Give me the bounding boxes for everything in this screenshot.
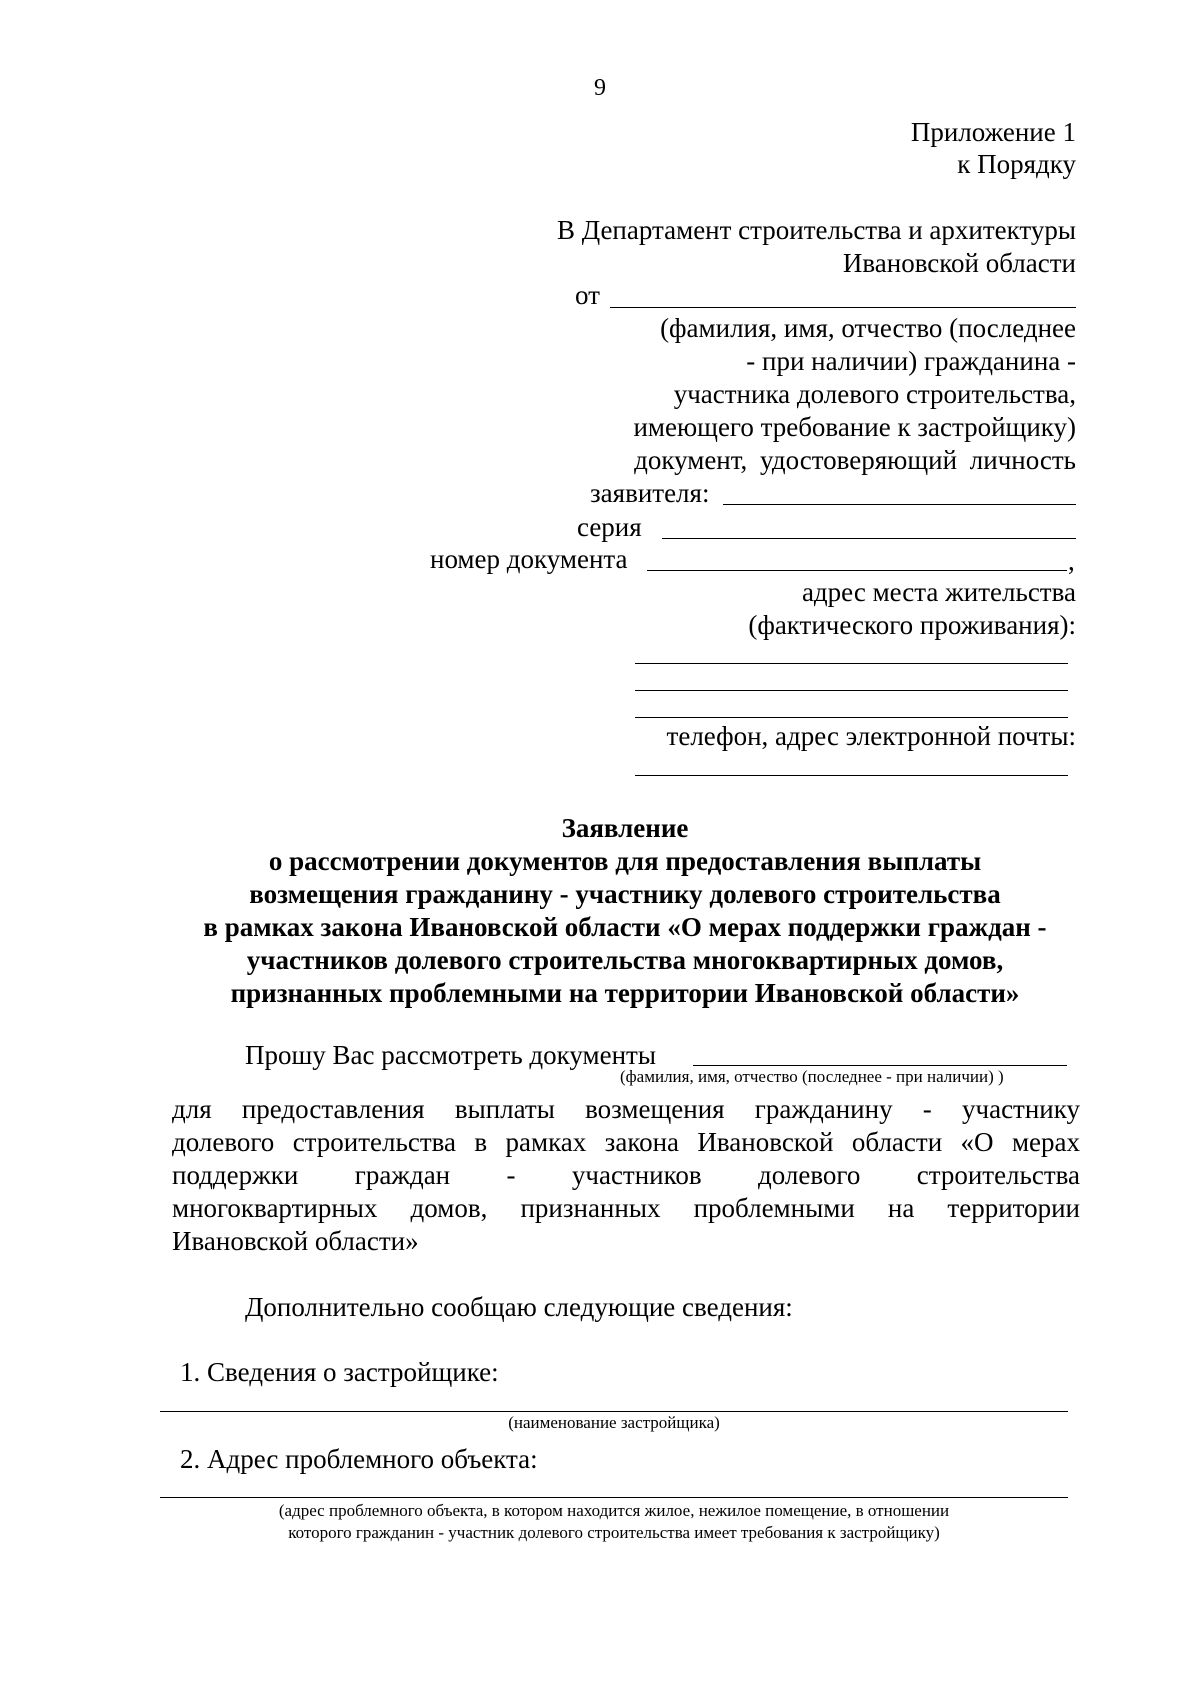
request-name-line[interactable]	[693, 1065, 1067, 1066]
document-title: Заявление	[561, 813, 689, 843]
name-hint-1: (фамилия, имя, отчество (последнее	[660, 313, 1076, 343]
name-hint-2: - при наличии) гражданина -	[746, 346, 1076, 376]
from-label: от	[575, 280, 600, 310]
problem-object-hint-2: которого гражданин - участник долевого строительства имеет требования к застройщику)	[288, 1523, 940, 1542]
page-number: 9	[594, 75, 606, 101]
request-text: Прошу Вас рассмотреть документы	[245, 1040, 656, 1070]
request-name-hint: (фамилия, имя, отчество (последнее - при наличии) )	[620, 1067, 1004, 1086]
paragraph-line-1: для предоставления выплаты возмещения гражданину - участнику	[172, 1094, 1080, 1124]
paragraph-line-2: долевого строительства в рамках закона Ивановской области «О мерах	[172, 1127, 1080, 1157]
paragraph-line-5: Ивановской области»	[172, 1226, 419, 1256]
address-label-1: адрес места жительства	[801, 577, 1076, 607]
applicant-doc-line[interactable]	[723, 504, 1076, 505]
title-line-2: о рассмотрении документов для предоставления выплаты	[268, 846, 982, 876]
number-comma: ,	[1068, 546, 1075, 576]
applicant-label: заявителя:	[590, 478, 710, 508]
title-line-3: возмещения гражданину - участнику долевого строительства	[249, 879, 1001, 909]
address-label-2: (фактического проживания):	[748, 610, 1076, 640]
appendix-label: Приложение 1	[910, 117, 1076, 147]
number-label: номер документа	[430, 544, 628, 574]
address-line-2[interactable]	[635, 690, 1068, 691]
problem-object-hint-1: (адрес проблемного объекта, в котором находится жилое, нежилое помещение, в отношении	[278, 1501, 950, 1520]
additional-info-label: Дополнительно сообщаю следующие сведения:	[245, 1292, 793, 1322]
developer-name-hint: (наименование застройщика)	[508, 1413, 720, 1432]
paragraph-line-4: многоквартирных домов, признанных проблемными на территории	[172, 1193, 1080, 1223]
title-line-5: участников долевого строительства многоквартирных домов,	[246, 945, 1004, 975]
name-hint-3: участника долевого строительства,	[673, 379, 1076, 409]
address-line-1[interactable]	[635, 663, 1068, 664]
series-label: серия	[577, 512, 642, 542]
addressee-line-2: Ивановской области	[842, 248, 1076, 278]
problem-object-line[interactable]	[160, 1497, 1068, 1498]
contact-line[interactable]	[635, 775, 1068, 776]
addressee-line-1: В Департамент строительства и архитектуры	[556, 215, 1076, 245]
developer-name-line[interactable]	[160, 1411, 1068, 1412]
problem-object-label: 2. Адрес проблемного объекта:	[180, 1444, 538, 1474]
series-line[interactable]	[662, 538, 1076, 539]
address-line-3[interactable]	[635, 717, 1068, 718]
name-hint-4: имеющего требование к застройщику)	[633, 412, 1076, 442]
contact-label: телефон, адрес электронной почты:	[666, 721, 1076, 751]
developer-info-label: 1. Сведения о застройщике:	[180, 1357, 499, 1387]
title-line-4: в рамках закона Ивановской области «О мерах поддержки граждан -	[203, 912, 1047, 942]
id-document-label: документ, удостоверяющий личность	[634, 445, 1076, 475]
from-name-line[interactable]	[610, 307, 1076, 308]
appendix-subtitle: к Порядку	[957, 149, 1076, 179]
title-line-6: признанных проблемными на территории Ивановской области»	[230, 978, 1020, 1008]
number-line[interactable]	[647, 570, 1067, 571]
paragraph-line-3: поддержки граждан - участников долевого строительства	[172, 1160, 1080, 1190]
